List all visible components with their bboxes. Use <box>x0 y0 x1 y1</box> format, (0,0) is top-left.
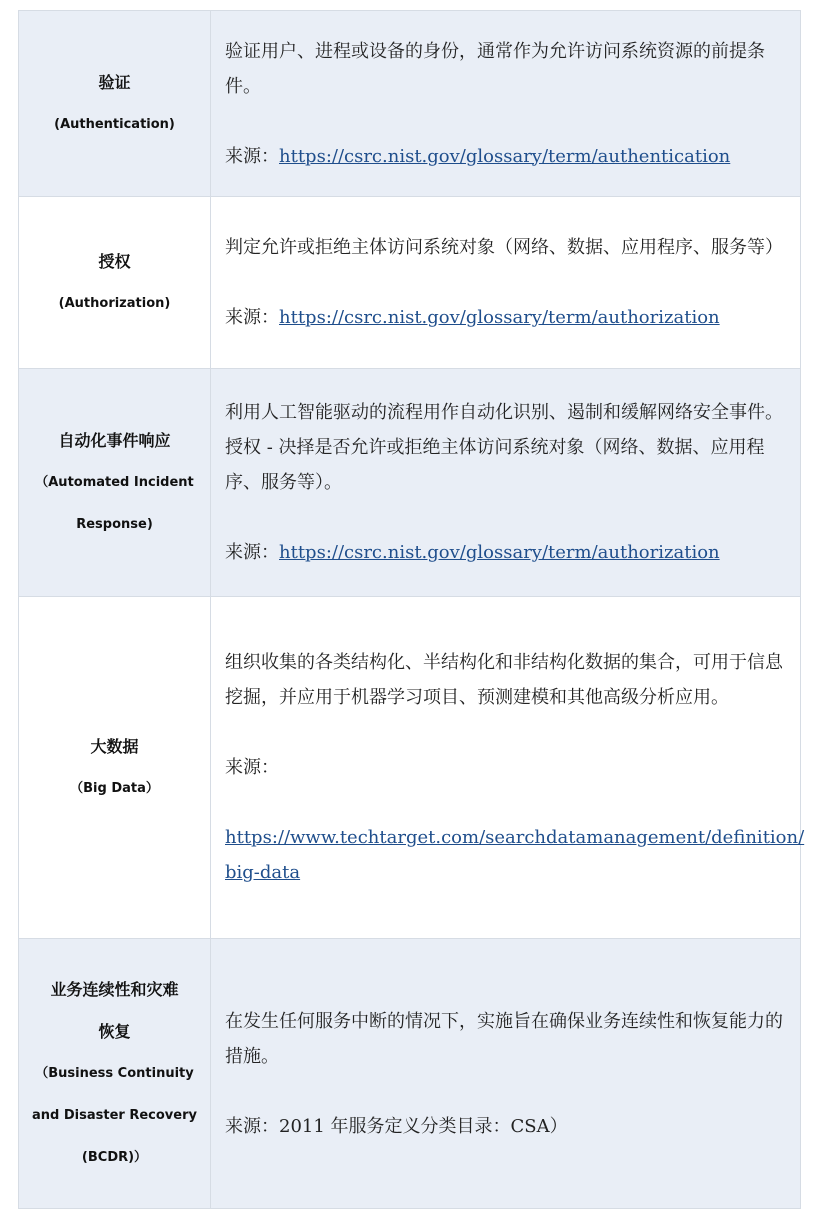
term-cell <box>19 197 211 369</box>
definition-cell <box>211 197 801 369</box>
definition-cell <box>211 597 805 939</box>
source-label: 来源： <box>225 307 279 328</box>
glossary-row-authentication <box>19 11 801 197</box>
definition-text: 组织收集的各类结构化、半结构化和非结构化数据的集合，可用于信息挖掘，并应用于机器学习项目、预测建模和其他高级分析应用。 <box>225 652 783 708</box>
source-label: 来源： <box>225 757 279 778</box>
term-english: Response) <box>76 516 153 532</box>
term-chinese: 业务连续性和灾难 <box>50 979 179 999</box>
term-cell <box>19 369 211 597</box>
glossary-row-automated-incident-response <box>19 369 801 597</box>
source-link[interactable]: https://csrc.nist.gov/glossary/term/authorization <box>279 307 720 328</box>
term-cell <box>19 11 211 197</box>
glossary-table <box>18 10 805 1209</box>
glossary-row-authorization <box>19 197 801 369</box>
term-chinese: 大数据 <box>90 736 139 756</box>
definition-text: 在发生任何服务中断的情况下，实施旨在确保业务连续性和恢复能力的措施。 <box>225 1010 783 1067</box>
term-chinese: 恢复 <box>98 1021 131 1041</box>
term-english: (Authentication) <box>54 116 175 132</box>
definition-text: 验证用户、进程或设备的身份，通常作为允许访问系统资源的前提条件。 <box>225 40 765 97</box>
source-line <box>225 535 796 570</box>
source-label: 来源： <box>225 542 279 563</box>
term-chinese: 验证 <box>98 72 131 92</box>
term-chinese: 授权 <box>98 251 131 271</box>
source-link[interactable]: https://csrc.nist.gov/glossary/term/authentication <box>279 145 731 167</box>
term-english: （Automated Incident <box>35 474 194 490</box>
source-line <box>225 820 805 890</box>
term-english: (Authorization) <box>58 295 171 311</box>
term-cell <box>19 939 211 1209</box>
source-link[interactable]: https://csrc.nist.gov/glossary/term/authorization <box>279 542 720 563</box>
glossary-row-bcdr <box>19 939 801 1209</box>
definition-cell <box>211 939 801 1209</box>
term-english: and Disaster Recovery <box>32 1107 197 1123</box>
definition-text: 判定允许或拒绝主体访问系统对象（网络、数据、应用程序、服务等） <box>225 237 783 258</box>
source-link[interactable]: https://www.techtarget.com/searchdatamanagement/definition/ <box>225 827 805 848</box>
definition-cell <box>211 369 801 597</box>
term-chinese: 自动化事件响应 <box>58 430 171 450</box>
source-link-continued[interactable]: big-data <box>225 862 301 883</box>
definition-cell <box>211 11 801 197</box>
definition-text: 利用人工智能驱动的流程用作自动化识别、遏制和缓解网络安全事件。授权 - 决择是否允许或拒绝主体访问系统对象（网络、数据、应用程序、服务等）。 <box>225 402 783 493</box>
term-english: （Big Data） <box>70 780 159 796</box>
term-cell <box>19 597 211 939</box>
glossary-row-big-data <box>19 597 801 939</box>
term-english: (BCDR)） <box>81 1149 148 1165</box>
term-english: （Business Continuity <box>35 1065 194 1081</box>
source-line <box>225 139 796 174</box>
source-label: 来源： <box>225 145 279 167</box>
source-line: 来源：2011 年服务定义分类目录：CSA） <box>225 1115 568 1137</box>
source-line <box>225 300 796 335</box>
